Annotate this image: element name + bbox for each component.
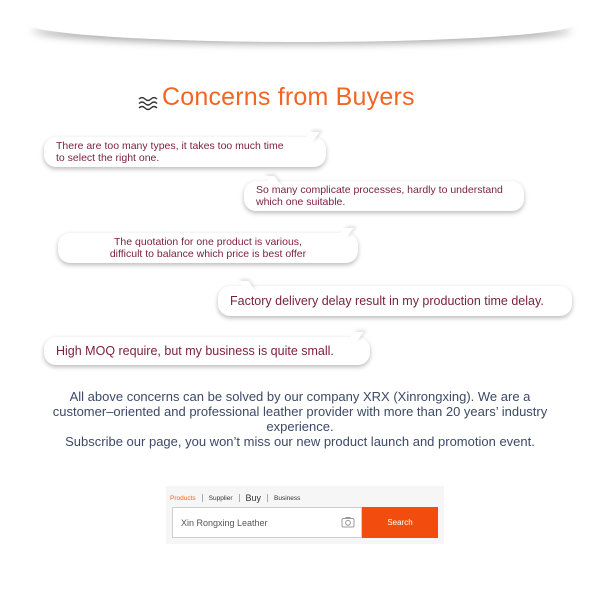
wave-lines-icon [138,95,160,111]
summary-line-2: customer–oriented and professional leather provider with more than 20 years’ industry [52,404,548,419]
concern-bubble-3 [58,233,358,263]
search-widget [166,486,444,544]
summary-line-3: experience. [266,419,334,434]
summary-paragraph [0,389,600,449]
tab-buy[interactable]: Buy [245,493,262,503]
bubble-tail [238,281,255,291]
tab-business[interactable]: Business [274,494,301,502]
concern-bubble-5 [44,337,370,365]
top-shadow-bar [28,20,576,42]
concern-text-3: The quotation for one product is various, difficult to balance which price is best offer [109,236,307,260]
search-box [172,507,362,538]
search-input[interactable] [173,508,333,537]
bubble-tail [336,228,353,238]
section-title [138,83,415,112]
concern-text-2: So many complicate processes, hardly to understand which one suitable. [256,184,503,208]
tab-products[interactable]: Products [170,494,196,502]
page-title: Concerns from Buyers [162,83,415,111]
concern-text-1: There are too many types, it takes too much time to select the right one. [56,140,284,164]
tab-supplier[interactable]: Supplier [208,494,233,502]
search-button[interactable]: Search [362,507,438,538]
concern-text-5: High MOQ require, but my business is quite small. [56,344,334,358]
concern-bubble-4 [218,286,572,316]
concern-bubble-2 [244,181,524,211]
summary-line-1: All above concerns can be solved by our company XRX (Xinrongxing). We are a [69,389,531,404]
concern-text-4: Factory delivery delay result in my production time delay. [230,294,544,308]
bubble-tail [302,132,319,142]
search-tabs [170,492,306,504]
concern-bubble-1 [44,137,326,167]
camera-icon[interactable] [341,516,355,528]
summary-line-4: Subscribe our page, you won’t miss our new product launch and promotion event. [65,434,535,449]
bubble-tail [346,332,363,342]
